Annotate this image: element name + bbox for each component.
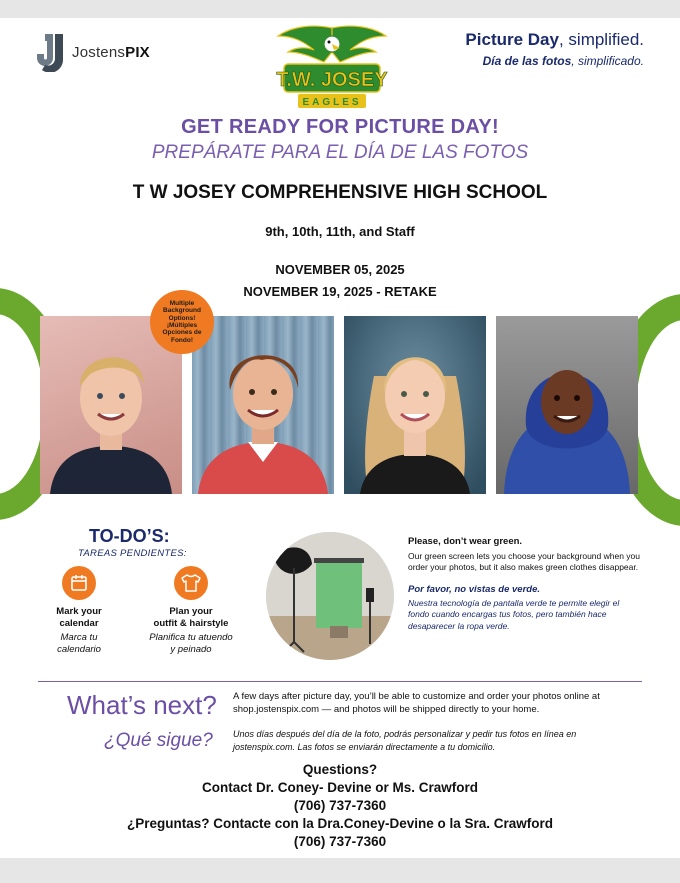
tagline-es: Día de las fotos, simplificado. [482,54,644,68]
todo-item-outfit-es: Planifica tu atuendo y peinado [149,631,233,655]
jostens-logo [36,32,150,72]
todo-item-calendar [24,566,134,656]
contact-phone-en: (706) 737-7360 [293,798,387,813]
green-clothing-notice [408,536,640,632]
calendar-icon [62,566,96,600]
contact-questions: Questions? [302,762,378,777]
shirt-icon [174,566,208,600]
green-screen-studio-photo [266,532,394,660]
sample-photo-girl [344,316,486,494]
tagline-en: Picture Day, simplified. [465,30,644,49]
flyer-page [0,18,680,858]
todo-item-outfit-en: Plan your outfit & hairstyle [153,606,229,629]
whats-next-text-en: A few days after picture day, you’ll be able to customize and order your photos online at shop.jostenspix.com — and photos will be shipped directly to your home. [233,691,600,716]
whats-next-title-es: ¿Qué sigue? [104,730,213,751]
green-notice-heading-es: Por favor, no vistas de verde. [408,583,540,595]
green-notice-heading-en: Please, don’t wear green. [408,536,523,547]
headline-es: PREPÁRATE PARA EL DÍA DE LAS FOTOS [151,142,529,163]
tagline [465,30,644,68]
contact-phone-es: (706) 737-7360 [293,834,387,849]
sample-photo-teen-boy [192,316,334,494]
todo-item-calendar-en: Mark your calendar [56,606,102,629]
section-divider [38,681,642,682]
todo-title: TO-DO’S: [89,526,170,546]
contact-names-es: ¿Preguntas? Contacte con la Dra.Coney-Devine o la Sra. Crawford [126,816,554,831]
todo-item-calendar-es: Marca tu calendario [57,631,101,655]
whats-next-title-en: What’s next? [67,690,217,720]
school-name: T W JOSEY COMPREHENSIVE HIGH SCHOOL [132,182,548,203]
grades: 9th, 10th, 11th, and Staff [265,224,415,239]
retake-date: NOVEMBER 19, 2025 - RETAKE [243,284,437,299]
todo-subtitle: TAREAS PENDIENTES: [78,548,187,559]
green-notice-body-es: Nuestra tecnología de pantalla verde te permite elegir el fondo cuando encargas tus fotos, pero también hace desaparecer la ropa verde. [408,597,620,631]
todo-item-outfit [136,566,246,656]
green-notice-body-en: Our green screen lets you choose your background when you order your photos, but it also makes green clothes disappear. [408,551,640,573]
picture-date: NOVEMBER 05, 2025 [275,262,405,277]
jostens-logo-text: JostensPIX [72,43,150,61]
school-logo-bottom-text: EAGLES [302,97,362,108]
whats-next-text-es: Unos días después del día de la foto, podrás personalizar y pedir tus fotos en línea en jostenspix.com. Las fotos se enviarán directamente a tu domicilio. [233,729,577,752]
school-logo-top-text: T.W. JOSEY [276,69,388,91]
contact-names-en: Contact Dr. Coney- Devine or Ms. Crawford [201,780,479,795]
headline-en: GET READY FOR PICTURE DAY! [181,116,499,138]
jostens-logo-mark-icon [36,32,66,72]
background-options-badge: Multiple Background Options! ¡Múltiples Opciones de Fondo! [150,290,214,354]
sample-photo-girl-hijab [496,316,638,494]
school-eagle-logo [274,22,390,112]
